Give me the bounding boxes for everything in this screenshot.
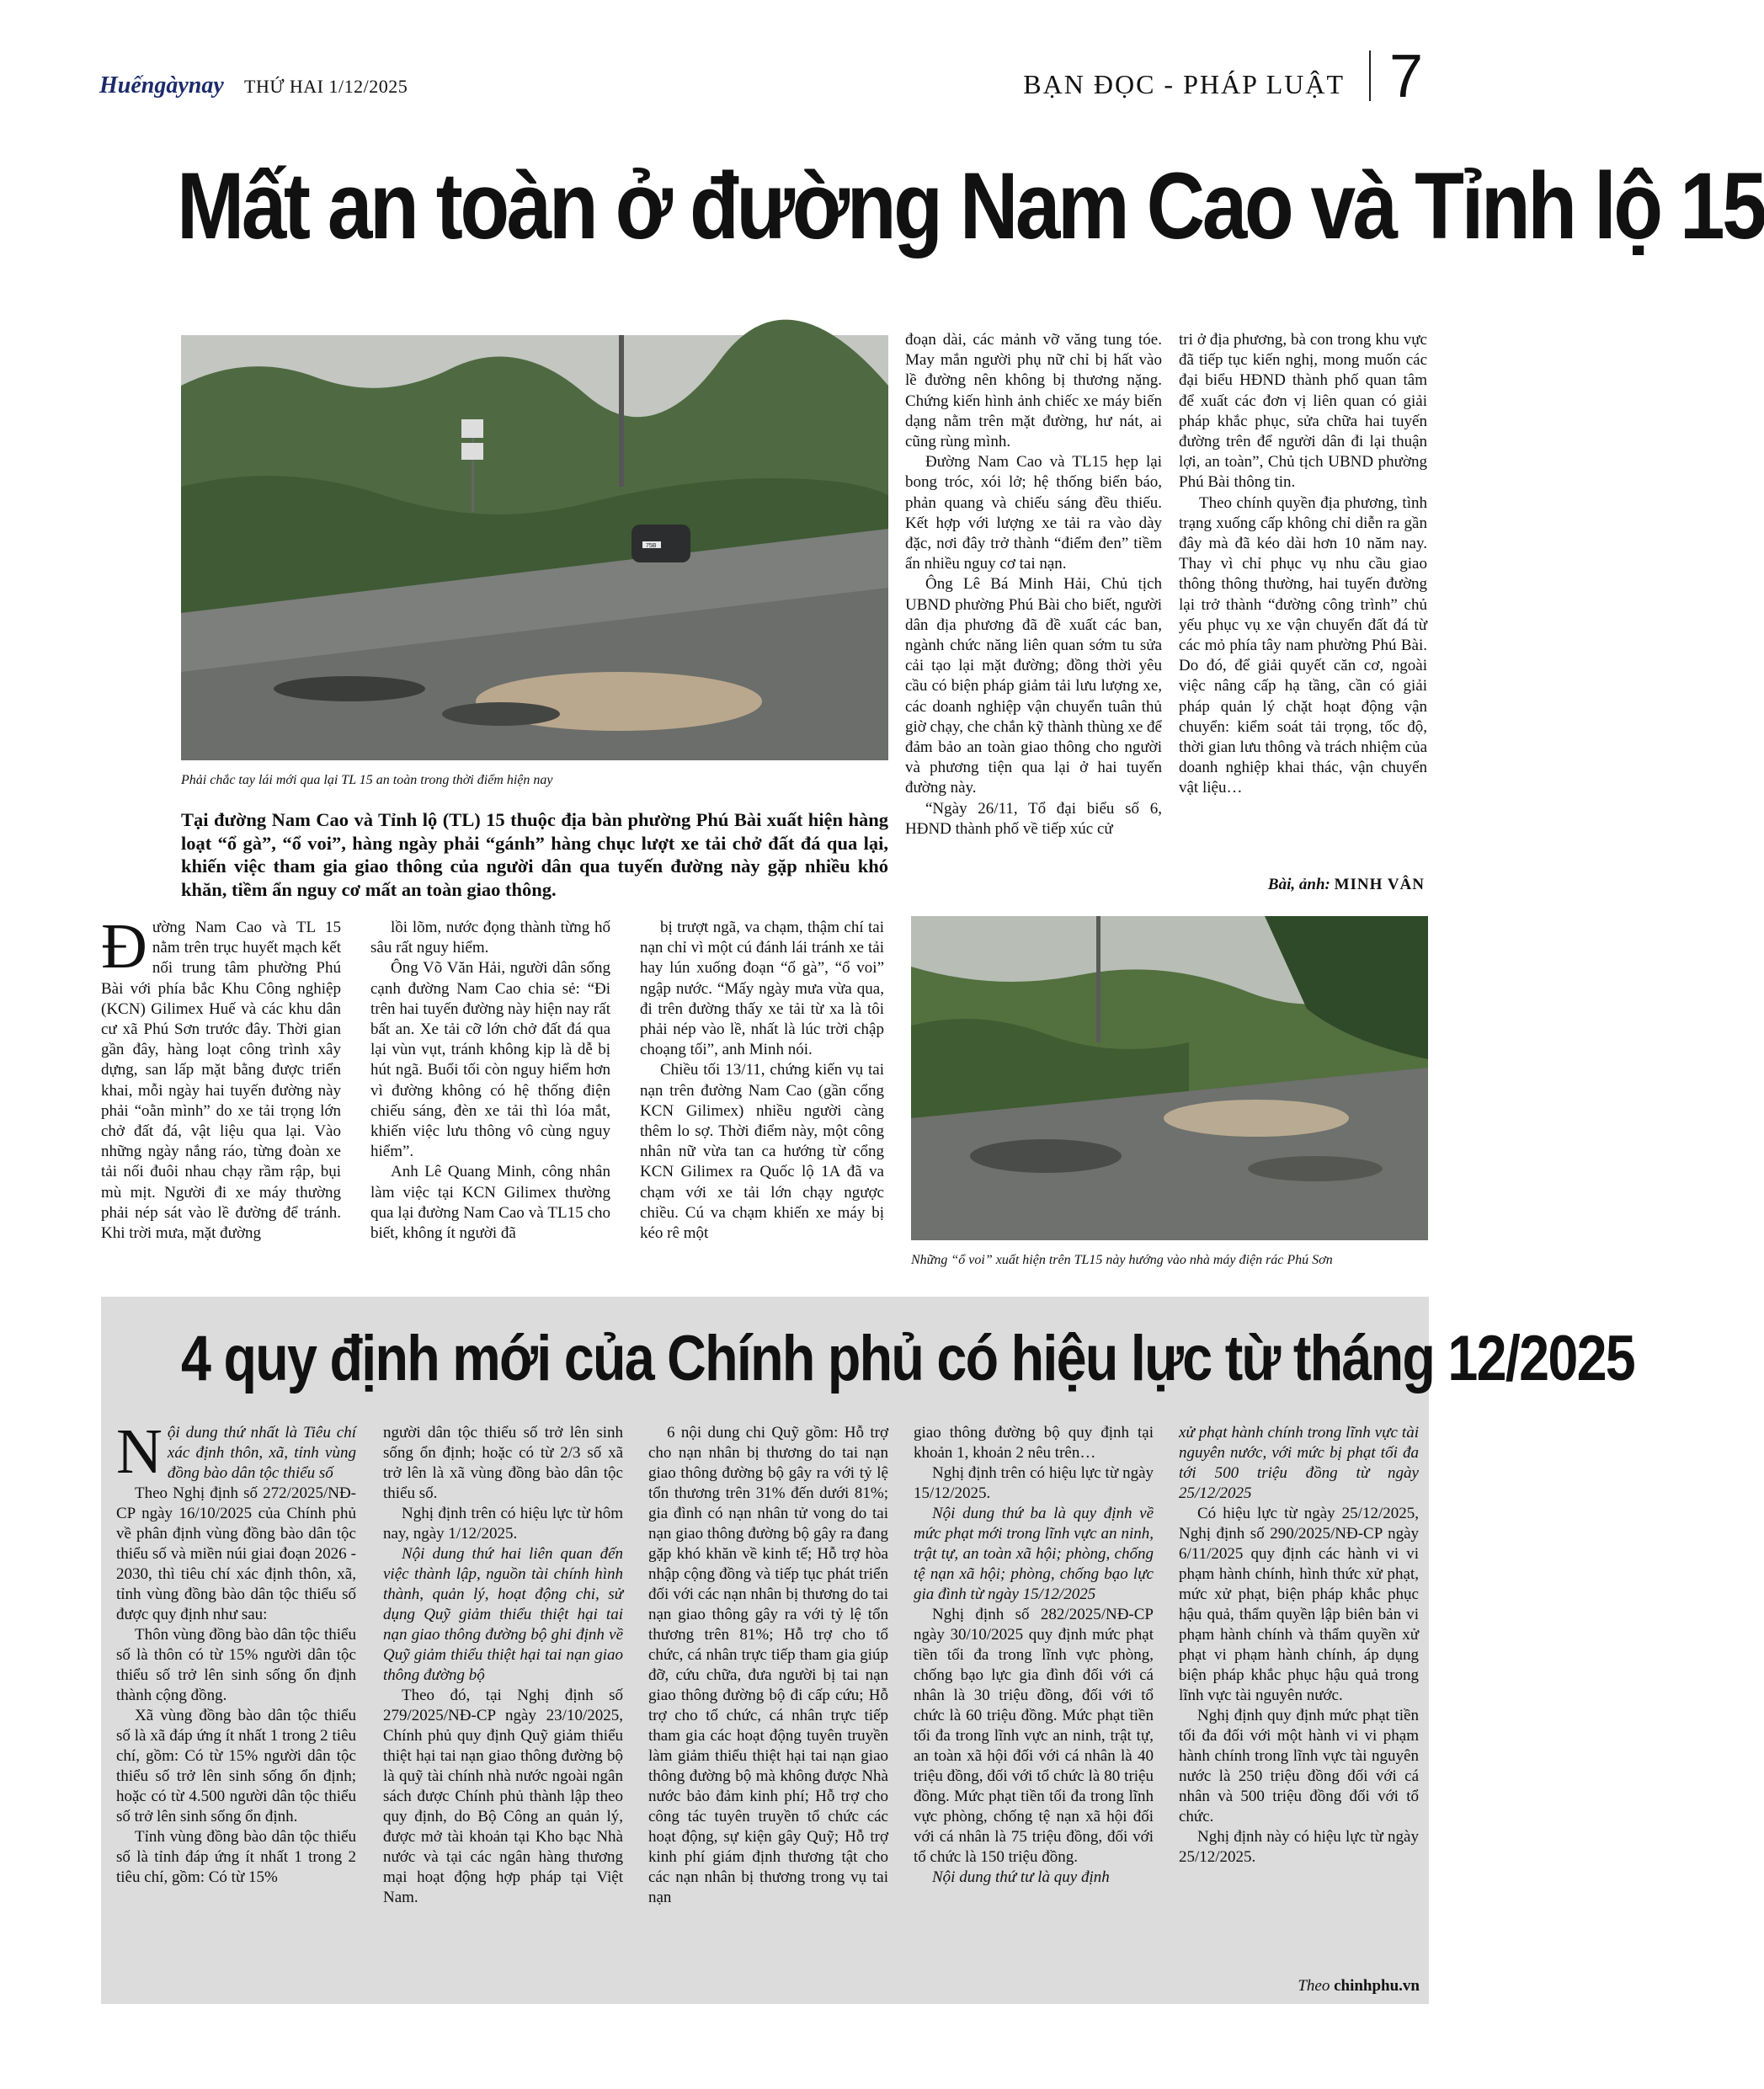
article1-column-5: [1179, 330, 1427, 799]
article2-column-1: [116, 1416, 356, 1888]
paragraph: 6 nội dung chi Quỹ gồm: Hỗ trợ cho nạn nhân bị thương do tai nạn giao thông đường bộ gây ra với tỷ lệ tổn thương trên 31% đến dưới 81%; gia đình có nạn nhân tử vong do tai nạn giao thông đường bộ gây ra đang gặp khó khăn về kinh tế; Hỗ trợ hòa nhập cộng đồng và tiếp tục phát triển đối với các nạn nhân bị thương do tai nạn giao thông gây ra với tỷ lệ tổn thương trên 81%; Hỗ trợ cho tổ chức, cá nhân trực tiếp tham gia giúp đỡ, cứu chữa, đưa người bị tai nạn giao thông đường bộ đi cấp cứu; Hỗ trợ cho tổ chức, cá nhân trực tiếp tham gia các hoạt động tuyên truyền làm giảm thiểu thiệt hại tai nạn giao thông đường bộ mà không được Nhà nước bảo đảm kinh phí; Hỗ trợ cho công tác tuyên truyền tổ chức các hoạt động, sự kiện gây Quỹ; Hỗ trợ kinh phí giám định thương tật cho các nạn nhân bị thương trong vụ tai nạn: [648, 1424, 888, 1906]
article1-column-1: [101, 911, 341, 1244]
paragraph: Theo chính quyền địa phương, tình trạng xuống cấp không chỉ diễn ra gần đây mà đã kéo dài hơn 10 năm nay. Thay vì chỉ phục vụ nhu cầu giao thông thông thường, hai tuyến đường lại trở thành “đường công trình” chủ yếu phục vụ xe vận chuyển đất đá từ các mỏ phía tây nam phường Phú Bài. Do đó, để giải quyết căn cơ, ngoài việc nâng cấp hạ tầng, cần có giải pháp quản lý chặt hoạt động vận chuyển: kiểm soát tải trọng, tốc độ, thời gian lưu thông và trách nhiệm của doanh nghiệp khai thác, vận chuyển vật liệu…: [1179, 493, 1427, 797]
article1-photo-1-caption: Phải chắc tay lái mới qua lại TL 15 an toàn trong thời điểm hiện nay: [181, 773, 553, 787]
paragraph: đoạn dài, các mảnh vỡ văng tung tóe. May mắn người phụ nữ chỉ bị hất vào lề đường nên không bị thương nặng. Chứng kiến hình ảnh chiếc xe máy biến dạng nằm trên mặt đường, hư nát, ai cũng rùng mình.: [905, 331, 1162, 451]
article1-column-2: [370, 918, 610, 1244]
article1-byline: [1268, 876, 1425, 894]
article1-photo-2-caption: Những “ổ voi” xuất hiện trên TL15 này hướng vào nhà máy điện rác Phú Sơn: [911, 1253, 1333, 1267]
source-prefix: Theo: [1298, 1977, 1335, 1995]
paragraph: lồi lõm, nước đọng thành từng hố sâu rất nguy hiểm.: [370, 919, 610, 957]
paragraph: Chiều tối 13/11, chứng kiến vụ tai nạn trên đường Nam Cao (gần cổng KCN Gilimex) nhiều người càng thêm lo sợ. Thời điểm này, một công nhân nữ vừa tan ca hướng từ cổng KCN Gilimex ra Quốc lộ 1A đã va chạm với xe tải lớn chạy ngược chiều. Cú va chạm khiến xe máy bị kéo rê một: [640, 1061, 884, 1243]
article2-column-4: [914, 1423, 1154, 1888]
paragraph: Nghị định quy định mức phạt tiền tối đa đối với một hành vi vi phạm hành chính trong lĩnh vực tài nguyên nước là 250 triệu đồng đối với cá nhân và 500 triệu đồng đối với tổ chức.: [1179, 1707, 1419, 1825]
article1-lead: Tại đường Nam Cao và Tỉnh lộ (TL) 15 thuộc địa bàn phường Phú Bài xuất hiện hàng loạt “ổ gà”, “ổ voi”, hàng ngày phải “gánh” hàng chục lượt xe tải chở đất đá qua lại, khiến việc tham gia giao thông của người dân qua tuyến đường này gặp nhiều khó khăn, tiềm ẩn nguy cơ mất an toàn giao thông.: [181, 809, 888, 900]
paragraph: Theo Nghị định số 272/2025/NĐ-CP ngày 16/10/2025 của Chính phủ về phân định vùng đồng bào dân tộc thiểu số và miền núi giai đoạn 2026 - 2030, thì tiêu chí xác định thôn, xã, tỉnh vùng đồng bào dân tộc thiểu số được quy định như sau:: [116, 1484, 356, 1623]
article1-column-4: [905, 330, 1162, 839]
paragraph: tri ở địa phương, bà con trong khu vực đã tiếp tục kiến nghị, mong muốn các đại biểu HĐND thành phố quan tâm để xuất các đơn vị liên quan có giải pháp khắc phục, sửa chữa hai tuyến đường trên để người dân đi lại thuận lợi, an toàn”, Chủ tịch UBND phường Phú Bài thông tin.: [1179, 331, 1427, 492]
paragraph: Nghị định này có hiệu lực từ ngày 25/12/2025.: [1179, 1828, 1419, 1866]
paragraph: Anh Lê Quang Minh, công nhân làm việc tại KCN Gilimex thường qua lại đường Nam Cao và TL15 cho biết, không ít người đã: [370, 1163, 610, 1243]
paragraph: Xã vùng đồng bào dân tộc thiểu số là xã đáp ứng ít nhất 1 trong 2 tiêu chí, gồm: Có từ 15% người dân tộc thiểu số trở lên sinh sống ổn định; hoặc có từ 4.500 người dân tộc thiểu số trở lên sinh sống ổn định.: [116, 1707, 356, 1825]
paragraph: Nội dung thứ ba là quy định về mức phạt mới trong lĩnh vực an ninh, trật tự, an toàn xã hội; phòng, chống tệ nạn xã hội; phòng, chống bạo lực gia đình từ ngày 15/12/2025: [914, 1505, 1154, 1603]
byline-prefix: Bài, ảnh:: [1267, 876, 1335, 893]
paragraph: giao thông đường bộ quy định tại khoản 1, khoản 2 nêu trên…: [914, 1424, 1154, 1462]
page-number: 7: [1389, 43, 1424, 110]
article2-column-3: [648, 1423, 888, 1908]
article2-column-2: [383, 1423, 623, 1908]
article1-photo-1: [181, 335, 888, 760]
paragraph: Nghị định trên có hiệu lực từ hôm nay, ngày 1/12/2025.: [383, 1505, 623, 1543]
paragraph: ường Nam Cao và TL 15 nằm trên trục huyết mạch kết nối trung tâm phường Phú Bài với phía bắc Khu Công nghiệp (KCN) Gilimex Huế và các khu dân cư xã Phú Sơn trước đây. Thời gian gần đây, hàng loạt công trình xây dựng, san lấp mặt bằng được triển khai, mỗi ngày hai tuyến đường này phải “oằn mình” do xe tải trọng lớn chở đất đá, vật liệu qua lại. Vào những ngày nắng ráo, từng đoàn xe tải nối đuôi nhau chạy rầm rập, bụi mù mịt. Người đi xe máy thường phải nép sát vào lề đường để tránh. Khi trời mưa, mặt đường: [101, 919, 341, 1243]
section-title: BẠN ĐỌC - PHÁP LUẬT: [1023, 69, 1345, 99]
paragraph: Theo đó, tại Nghị định số 279/2025/NĐ-CP ngày 23/10/2025, Chính phủ quy định Quỹ giảm thiểu thiệt hại tai nạn giao thông đường bộ là quỹ tài chính nhà nước ngoài ngân sách được Chính phủ thành lập theo quy định, do Bộ Công an quản lý, được mở tài khoản tại Kho bạc Nhà nước và tại các ngân hàng thương mại hoạt động hợp pháp tại Việt Nam.: [383, 1687, 623, 1906]
paragraph: bị trượt ngã, va chạm, thậm chí tai nạn chỉ vì một cú đánh lái tránh xe tải hay lún xuống đoạn “ổ gà”, “ổ voi” ngập nước. “Mấy ngày mưa vừa qua, đi trên đường thấy xe tải từ xa là tôi phải nép vào lề, nhất là lúc trời chập choạng tối”, anh Minh nói.: [640, 919, 884, 1059]
paragraph: ội dung thứ nhất là Tiêu chí xác định thôn, xã, tỉnh vùng đồng bào dân tộc thiểu số: [167, 1424, 356, 1482]
paragraph: “Ngày 26/11, Tổ đại biểu số 6, HĐND thành phố về tiếp xúc cử: [905, 799, 1162, 838]
source-name: chinhphu.vn: [1334, 1977, 1420, 1995]
paragraph: Đường Nam Cao và TL15 hẹp lại bong tróc, xói lở; hệ thống biển báo, phản quang và chiếu sáng đều thiếu. Kết hợp với lượng xe tải ra vào dày đặc, nơi đây trở thành “điểm đen” tiềm ẩn nhiều nguy cơ tai nạn.: [905, 453, 1162, 573]
article1-dropcap: Đ: [101, 911, 147, 982]
article1-column-3: [640, 918, 884, 1244]
paragraph: Nội dung thứ hai liên quan đến việc thành lập, nguồn tài chính hình thành, quản lý, hoạt động chi, sử dụng Quỹ giảm thiểu thiệt hại tai nạn giao thông đường bộ ghi định về Quỹ giảm thiểu thiệt hại tai nạn giao thông đường bộ: [383, 1545, 623, 1684]
article2-title: 4 quy định mới của Chính phủ có hiệu lực từ tháng 12/2025: [181, 1323, 1635, 1394]
paragraph: Nội dung thứ tư là quy định: [932, 1868, 1110, 1886]
article2-dropcap: N: [116, 1416, 163, 1487]
paragraph: Ông Võ Văn Hải, người dân sống cạnh đường Nam Cao chia sẻ: “Đi trên hai tuyến đường này hiện nay rất bất an. Xe tải cỡ lớn chở đất đá qua lại vùn vụt, tránh không kịp là dễ bị hút ngã. Buổi tối còn nguy hiểm hơn vì đường không có hệ thống điện chiếu sáng, đèn xe tải thì lóa mắt, khiến việc lưu thông vô cùng nguy hiểm”.: [370, 959, 610, 1161]
paragraph: Ông Lê Bá Minh Hải, Chủ tịch UBND phường Phú Bài cho biết, người dân địa phương đã đề xuất các ban, ngành chức năng liên quan sớm tu sửa cải tạo lại mặt đường; đồng thời yêu cầu có biện pháp giảm tải lưu lượng xe, các doanh nghiệp vận chuyển tuân thủ giờ chạy, che chắn kỹ thành thùng xe để đảm bảo an toàn giao thông cho người và phương tiện qua lại ở hai tuyến đường này.: [905, 575, 1162, 797]
article1-photo-2: [911, 916, 1428, 1240]
header-divider: [1369, 51, 1371, 101]
paragraph: Nghị định số 282/2025/NĐ-CP ngày 30/10/2025 quy định mức phạt tiền tối đa trong lĩnh vực phòng, chống bạo lực gia đình đối với cá nhân là 30 triệu đồng, đối với tổ chức là 60 triệu đồng. Mức phạt tiền tối đa trong lĩnh vực an ninh, trật tự, an toàn xã hội đối với cá nhân là 40 triệu đồng, đối với tổ chức là 80 triệu đồng. Mức phạt tiền tối đa trong lĩnh vực phòng, chống tệ nạn xã hội đối với cá nhân là 75 triệu đồng, đối với tổ chức là 150 triệu đồng.: [914, 1606, 1154, 1866]
byline-author: MINH VÂN: [1334, 876, 1425, 893]
masthead-logo: Huếngàynay: [99, 72, 224, 99]
car-plate: 75B: [646, 543, 657, 549]
article2-source: [1298, 1977, 1420, 1996]
article2-column-5: [1179, 1423, 1419, 1868]
paragraph: Tỉnh vùng đồng bào dân tộc thiểu số là tỉnh đáp ứng ít nhất 1 trong 2 tiêu chí, gồm: Có từ 15%: [116, 1828, 356, 1886]
paragraph: Có hiệu lực từ ngày 25/12/2025, Nghị định số 290/2025/NĐ-CP ngày 6/11/2025 quy định các hành vi vi phạm hành chính, hình thức xử phạt, mức xử phạt, biện pháp khắc phục hậu quả, thẩm quyền lập biên bản vi phạm hành chính và thẩm quyền xử phạt vi phạm hành chính, áp dụng biện pháp khắc phục hậu quả trong lĩnh vực tài nguyên nước.: [1179, 1505, 1419, 1704]
paragraph: người dân tộc thiểu số trở lên sinh sống ổn định; hoặc có từ 2/3 số xã trở lên là xã vùng đồng bào dân tộc thiểu số.: [383, 1424, 623, 1502]
issue-date: THỨ HAI 1/12/2025: [244, 76, 408, 97]
paragraph: Nghị định trên có hiệu lực từ ngày 15/12/2025.: [914, 1464, 1154, 1502]
paragraph: Thôn vùng đồng bào dân tộc thiểu số là thôn có từ 15% người dân tộc thiểu số trở lên sinh sống ổn định thành cộng đồng.: [116, 1626, 356, 1704]
paragraph: xử phạt hành chính trong lĩnh vực tài nguyên nước, với mức bị phạt tối đa tới 500 triệu đồng từ ngày 25/12/2025: [1179, 1424, 1419, 1502]
article1-title: Mất an toàn ở đường Nam Cao và Tỉnh lộ 15: [177, 153, 1764, 258]
